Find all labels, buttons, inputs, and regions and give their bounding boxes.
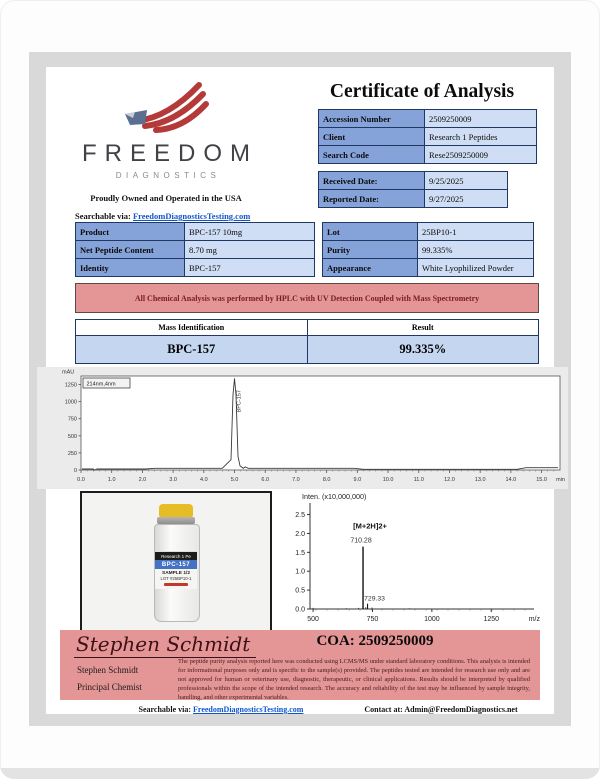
client-label: Client [319,128,425,146]
vial-crimp-ring [157,517,195,524]
mass-identification-value: BPC-157 [76,336,308,364]
appearance-value: White Lyophilized Powder [418,259,534,277]
svg-text:1.0: 1.0 [295,568,305,576]
footer-searchable-link[interactable]: FreedomDiagnosticsTesting.com [193,705,304,714]
svg-text:m/z: m/z [528,616,540,623]
svg-text:750: 750 [67,416,77,423]
result-value: 99.335% [307,336,539,364]
svg-text:3.0: 3.0 [169,477,177,483]
sample-vial [153,504,199,622]
accession-table [318,109,537,164]
vial-cap [159,504,193,517]
table-row [319,128,537,146]
disclaimer-text: The peptide purity analysis reported here was conducted using LCMS/MS under standard laboratory conditions. This analysis is intended for informational purposes only and is specific to the sample(s) provided. The peptides tested are intended for research use only and are not approved for human or veterinary use, diagnostic, therapeutic, or clinical applications. Results should be interpreted by qualified professionals within the scope of the intended research. The accuracy and reliability of the test may be influenced by sample integrity, handling, and other experimental variables. [178,658,530,702]
product-table [75,222,315,277]
searchable-line [75,211,250,221]
brand-subtitle: DIAGNOSTICS [115,171,221,180]
coa-number: COA: 2509250009 [316,633,434,649]
footer-contact: Contact at: Admin@FreedomDiagnostics.net [364,705,518,714]
reported-date-value: 9/27/2025 [425,190,508,208]
table-row [76,259,315,277]
svg-text:1250: 1250 [483,616,500,623]
mass-spectrum-chart [278,489,544,634]
document-page [46,67,565,714]
vial-red-text-line [164,583,188,586]
mass-identification-header: Mass Identification [76,320,308,336]
brand-tagline: Proudly Owned and Operated in the USA [90,193,242,203]
purity-value: 99.335% [418,241,534,259]
svg-text:500: 500 [307,616,319,623]
svg-text:9.0: 9.0 [353,477,362,483]
search-code-label: Search Code [319,146,425,164]
svg-text:7.0: 7.0 [292,477,300,483]
table-header-row [76,320,539,336]
eagle-logo-icon [123,120,209,137]
svg-text:1250: 1250 [64,382,77,389]
table-row [319,146,537,164]
signature-script: Stephen Schmidt [74,632,256,658]
net-peptide-content-value: 8.70 mg [185,241,315,259]
svg-text:1.5: 1.5 [295,549,305,557]
vial-sample-line: SAMPLE 1/2 [162,571,190,576]
svg-text:1000: 1000 [64,399,77,406]
page-title: Certificate of Analysis [329,81,515,102]
lot-label: Lot [323,223,418,241]
product-label: Product [76,223,185,241]
purity-label: Purity [323,241,418,259]
svg-text:0: 0 [73,468,77,474]
svg-text:13.0: 13.0 [474,477,486,483]
svg-text:2.5: 2.5 [295,512,305,520]
footer-searchable [106,705,336,714]
svg-text:5.0: 5.0 [230,477,239,483]
searchable-label: Searchable via: [75,211,131,221]
svg-text:Inten. (x10,000,000): Inten. (x10,000,000) [302,492,367,501]
vial-product-band: BPC-157 [155,560,197,569]
svg-text:0.5: 0.5 [295,587,305,595]
reported-date-label: Reported Date: [319,190,425,208]
analysis-method-banner [75,283,539,313]
svg-text:6.0: 6.0 [261,477,270,483]
svg-text:1000: 1000 [424,616,440,623]
analysis-method-text: All Chemical Analysis was performed by HPLC with UV Detection Coupled with Mass Spectrometry [134,293,480,303]
hplc-chromatogram-chart [37,367,568,489]
svg-text:[M+2H]2+: [M+2H]2+ [353,521,387,531]
table-row [319,190,508,208]
result-header: Result [307,320,539,336]
table-row [319,110,537,128]
table-row [76,223,315,241]
svg-text:8.0: 8.0 [322,477,331,483]
net-peptide-content-label: Net Peptide Content [76,241,185,259]
svg-text:2.0: 2.0 [295,530,305,538]
svg-text:12.0: 12.0 [444,477,455,483]
table-row [323,259,534,277]
svg-text:729.33: 729.33 [364,595,385,603]
identity-label: Identity [76,259,185,277]
mass-identification-table [75,319,539,364]
svg-text:214nm,4nm: 214nm,4nm [86,381,116,388]
vial-glass-body [154,524,200,622]
photo-edge-strip [0,768,600,779]
svg-text:250: 250 [67,450,77,457]
svg-text:4.0: 4.0 [199,477,208,483]
received-date-value: 9/25/2025 [425,172,508,190]
svg-text:0.0: 0.0 [77,477,85,483]
lot-value: 25BP10-1 [418,223,534,241]
table-row [76,336,539,364]
svg-text:1.0: 1.0 [107,477,116,483]
table-row [76,241,315,259]
accession-number-label: Accession Number [319,110,425,128]
table-row [323,241,534,259]
vial-photo [80,491,272,635]
svg-text:500: 500 [67,433,77,440]
svg-text:0.0: 0.0 [295,606,305,614]
svg-text:mAU: mAU [62,369,75,376]
received-date-label: Received Date: [319,172,425,190]
svg-text:15.0: 15.0 [536,477,547,483]
svg-text:750: 750 [366,616,379,623]
table-row [323,223,534,241]
vial-lot-line: LOT #25BP10-1 [160,576,192,581]
chemist-name: Stephen Schmidt [77,665,139,675]
logo-block [46,79,286,203]
vial-label [155,551,197,589]
lot-table [322,222,534,277]
svg-text:BPC-157: BPC-157 [236,390,243,413]
svg-text:min: min [556,477,565,483]
svg-text:11.0: 11.0 [413,477,424,483]
dates-table [318,171,508,208]
accession-number-value: 2509250009 [425,110,537,128]
svg-text:10.0: 10.0 [382,477,394,483]
footer-searchable-label: Searchable via: [138,705,192,714]
svg-text:2.0: 2.0 [138,477,147,483]
client-value: Research 1 Peptides [425,128,537,146]
identity-value: BPC-157 [185,259,315,277]
table-row [319,172,508,190]
chemist-title: Principal Chemist [77,682,142,692]
appearance-label: Appearance [323,259,418,277]
product-value: BPC-157 10mg [185,223,315,241]
svg-text:14.0: 14.0 [505,477,517,483]
vial-brand-band: Research 1 Pe [155,552,197,560]
signature-section [60,630,540,700]
brand-name: FREEDOM [82,140,258,167]
svg-text:710.28: 710.28 [350,537,372,545]
searchable-link[interactable]: FreedomDiagnosticsTesting.com [132,211,251,221]
search-code-value: Rese2509250009 [425,146,537,164]
